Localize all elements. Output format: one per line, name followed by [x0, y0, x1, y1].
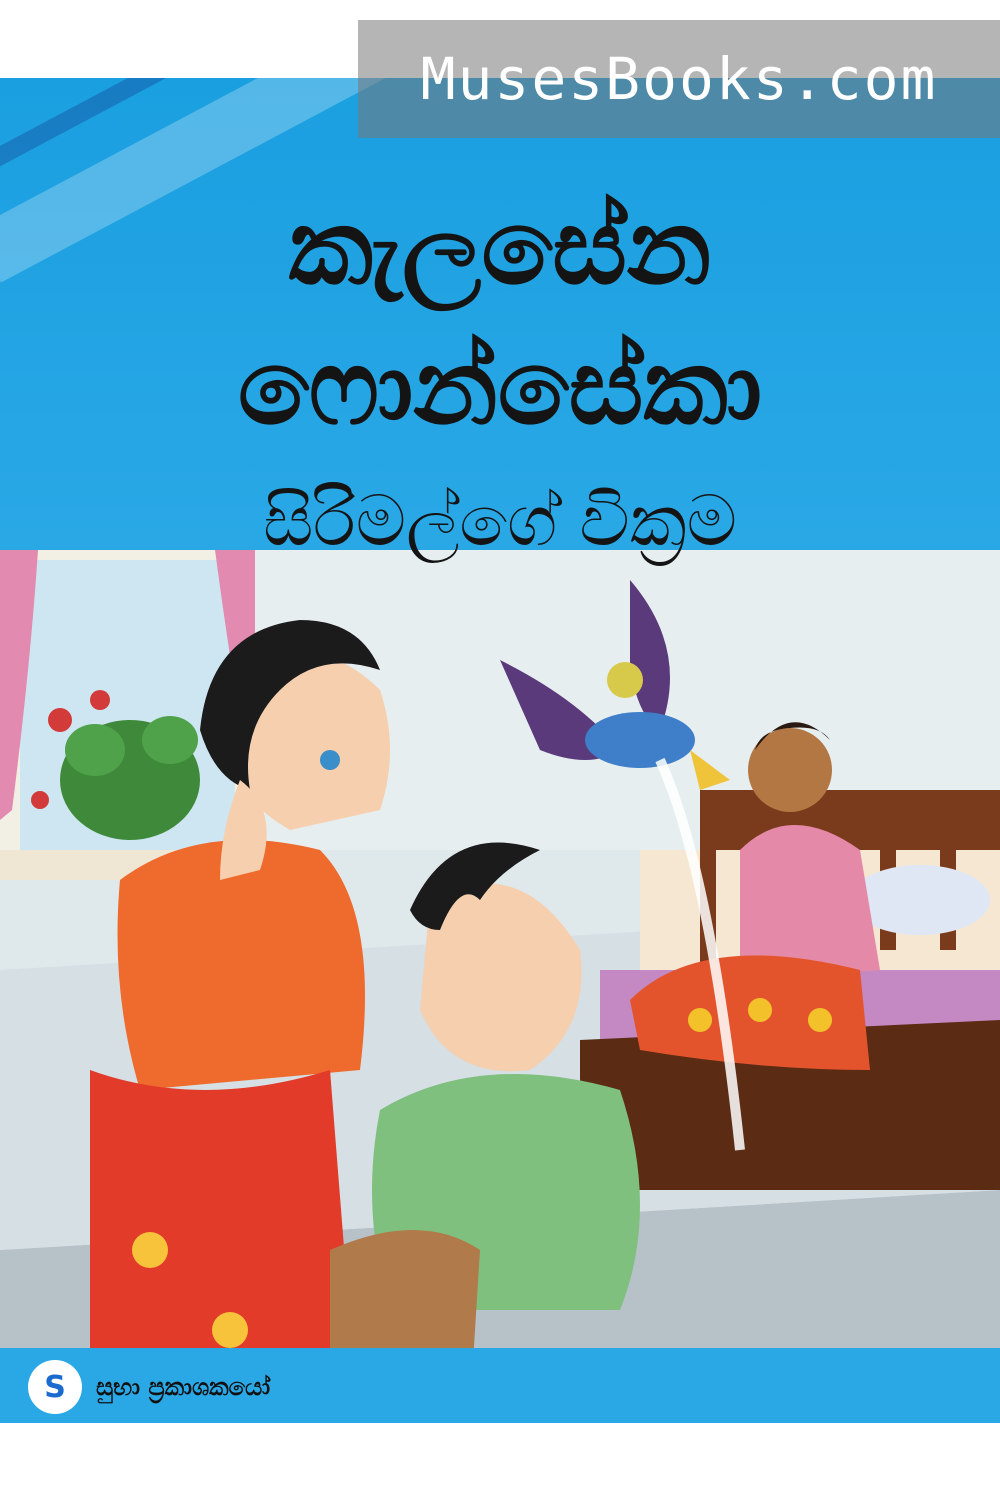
book-title-line-1: කැලසේන: [288, 186, 712, 308]
book-title-line-2: ෆොන්සේකා: [237, 326, 763, 448]
watermark-text: MusesBooks.com: [420, 45, 938, 113]
publisher-mark: [28, 1360, 270, 1414]
book-subtitle: සිරිමල්ගේ වික්‍රම: [263, 480, 737, 562]
book-cover: [0, 78, 1000, 1423]
cover-illustration: [0, 550, 1000, 1348]
watermark-banner: [358, 20, 1000, 138]
publisher-name: සුභා ප්‍රකාශකයෝ: [96, 1373, 271, 1401]
publisher-logo-icon: S: [28, 1360, 82, 1414]
